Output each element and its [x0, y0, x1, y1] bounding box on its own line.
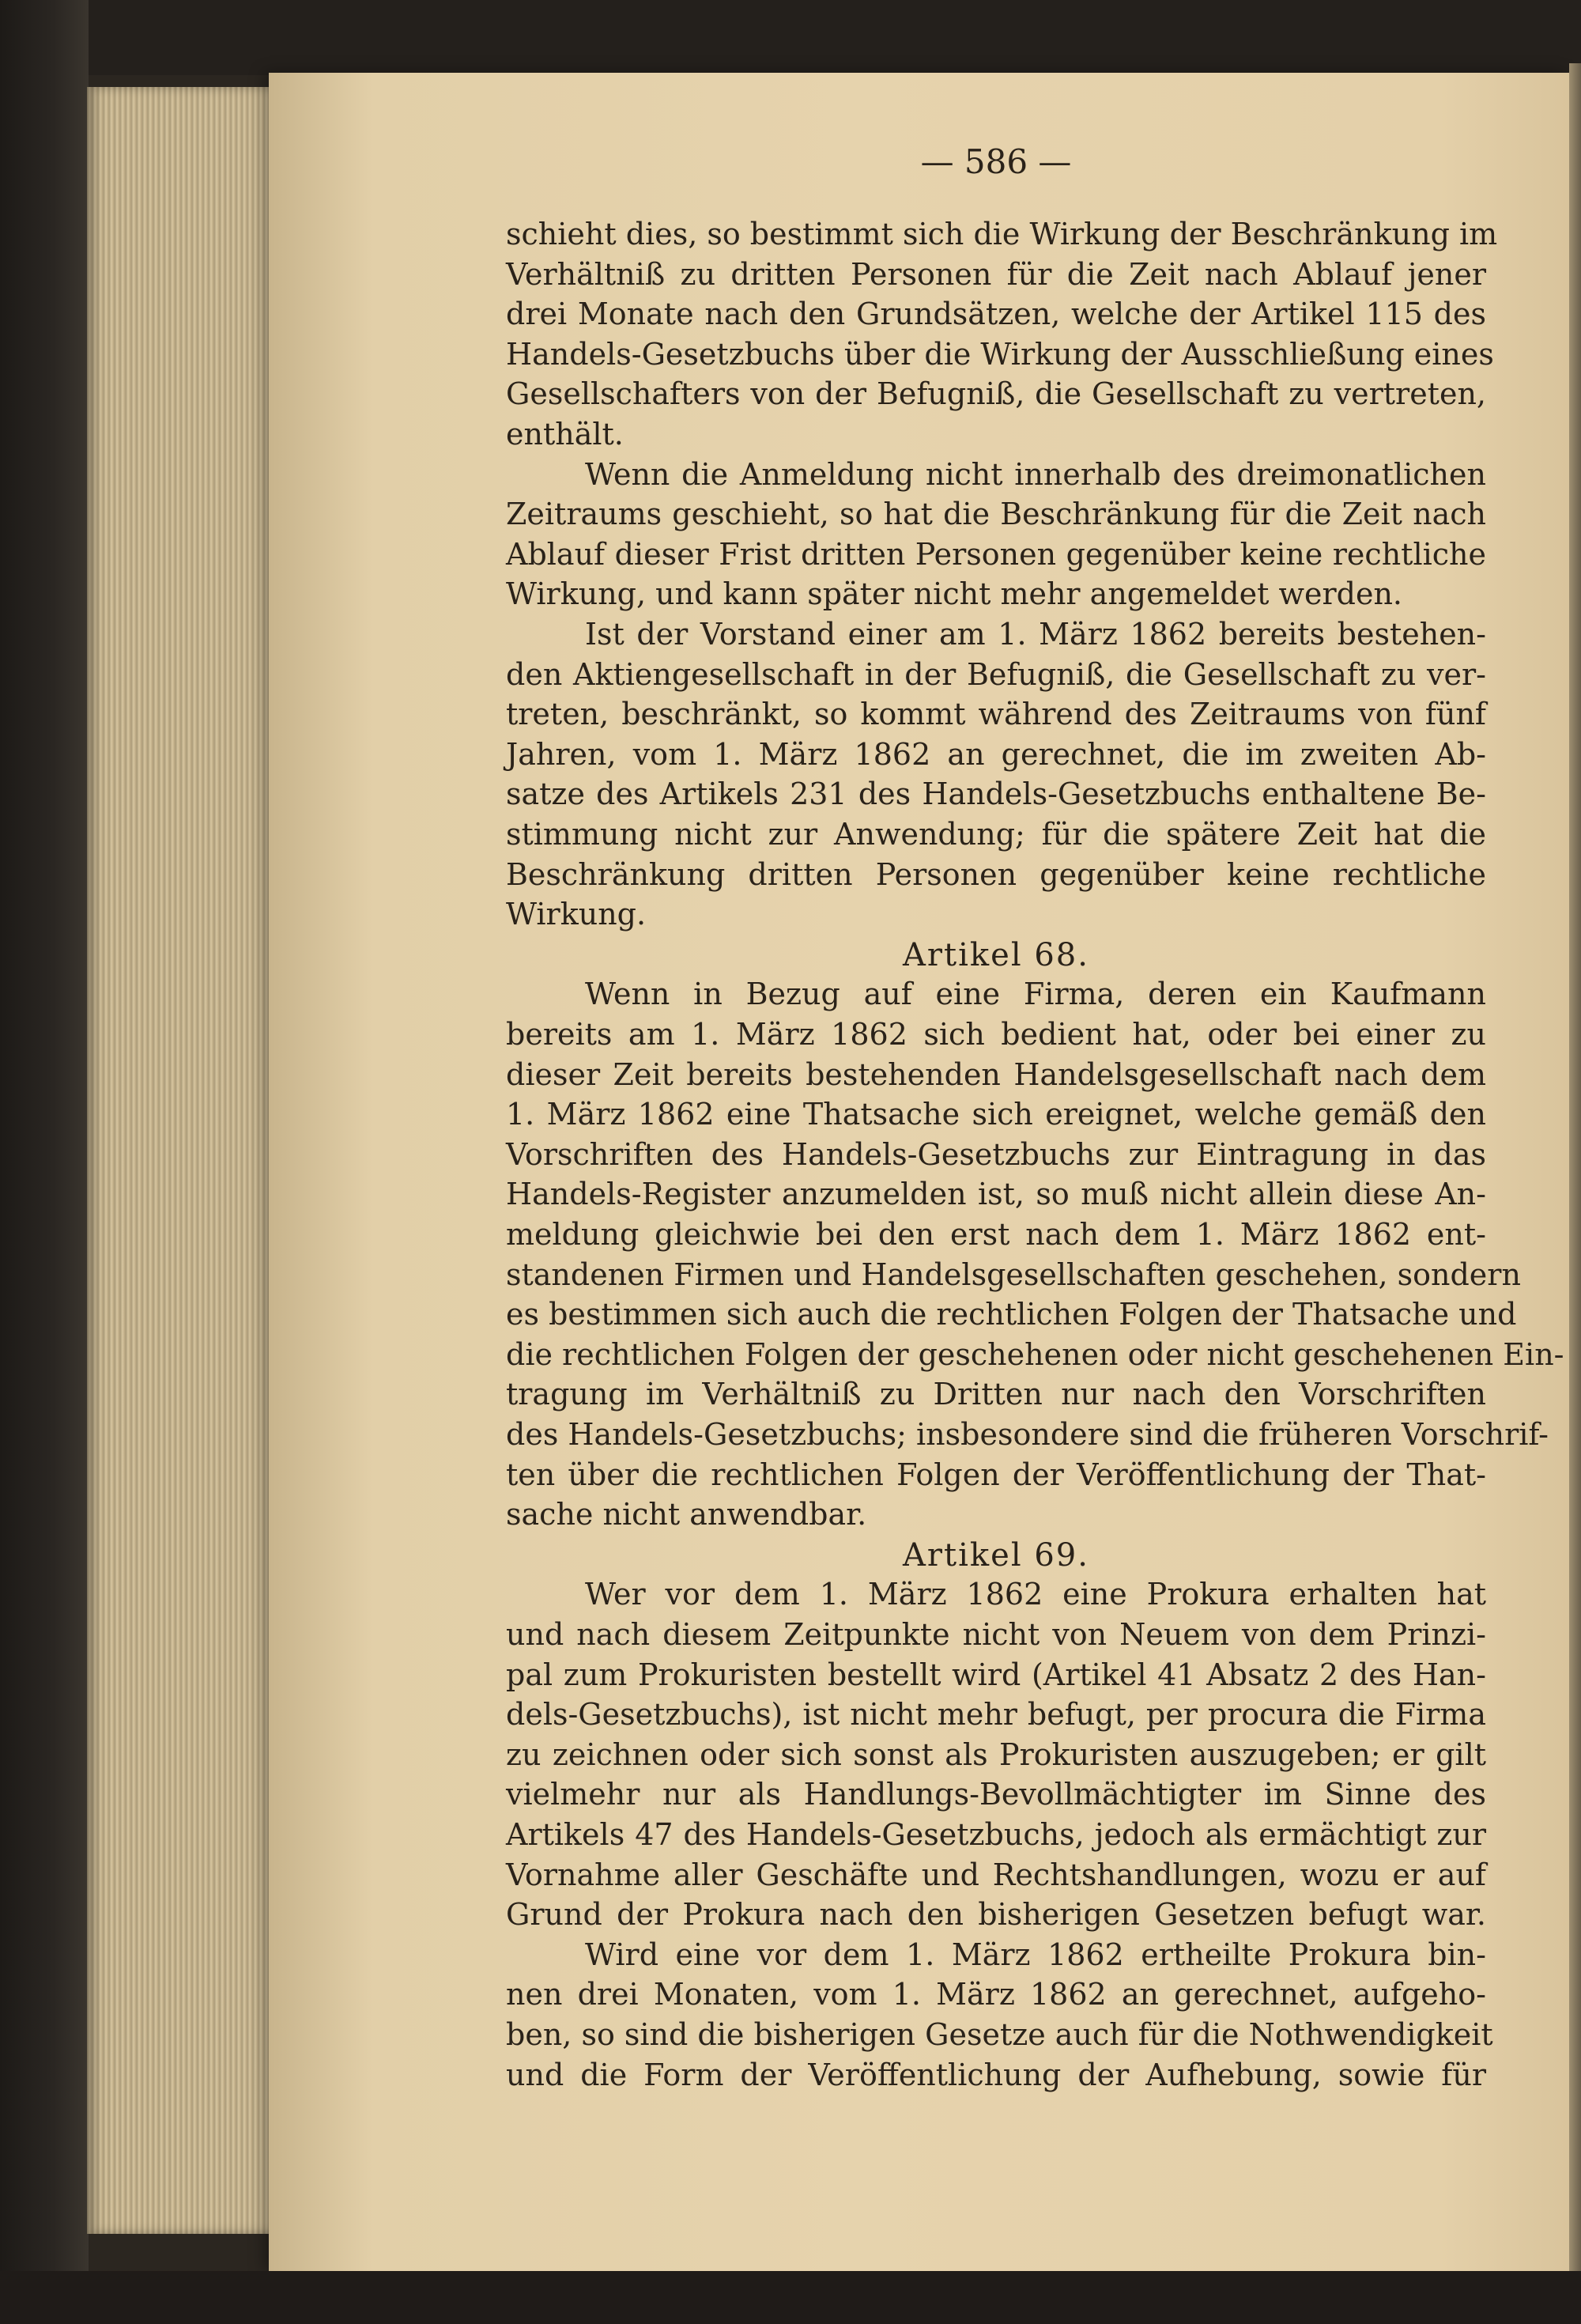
text-line: dels-Gesetzbuchs), ist nicht mehr befugt, per procura die Firma	[506, 1697, 1486, 1733]
article-heading: Artikel 69.	[903, 1536, 1089, 1574]
text-line: 1. März 1862 eine Thatsache sich ereignet, welche gemäß den	[506, 1097, 1486, 1132]
text-line: Beschränkung dritten Personen gegenüber keine rechtliche	[506, 856, 1486, 892]
text-line: ten über die rechtlichen Folgen der Veröffentlichung der That-	[506, 1457, 1486, 1492]
text-line: dieser Zeit bereits bestehenden Handelsgesellschaft nach dem	[506, 1056, 1486, 1092]
text-line: nen drei Monaten, vom 1. März 1862 an gerechnet, aufgeho-	[506, 1977, 1486, 2012]
book-cover-edge	[0, 0, 89, 2324]
text-line: tragung im Verhältniß zu Dritten nur nach den Vorschriften	[506, 1377, 1486, 1412]
text-line: vielmehr nur als Handlungs-Bevollmächtigter im Sinne des	[506, 1777, 1486, 1812]
text-line: pal zum Prokuristen bestellt wird (Artikel 41 Absatz 2 des Han-	[506, 1657, 1486, 1692]
scan-background-top	[89, 0, 1581, 75]
text-line: Ablauf dieser Frist dritten Personen gegenüber keine rechtliche	[506, 536, 1486, 572]
text-line: stimmung nicht zur Anwendung; für die spätere Zeit hat die	[506, 817, 1486, 852]
text-line: Artikels 47 des Handels-Gesetzbuchs, jedoch als ermächtigt zur	[506, 1817, 1486, 1852]
text-line: meldung gleichwie bei den erst nach dem 1. März 1862 ent-	[506, 1217, 1486, 1252]
text-line: enthält.	[506, 417, 624, 452]
text-line: bereits am 1. März 1862 sich bedient hat, oder bei einer zu	[506, 1017, 1486, 1052]
text-line: Wird eine vor dem 1. März 1862 ertheilte Prokura bin-	[585, 1937, 1486, 1972]
text-line: Grund der Prokura nach den bisherigen Gesetzen befugt war.	[506, 1897, 1486, 1933]
text-line: satze des Artikels 231 des Handels-Gesetzbuchs enthaltene Be-	[506, 777, 1486, 812]
text-line: Wenn in Bezug auf eine Firma, deren ein Kaufmann	[585, 977, 1486, 1012]
text-line: Wer vor dem 1. März 1862 eine Prokura erhalten hat	[585, 1577, 1486, 1612]
text-line: Handels-Register anzumelden ist, so muß nicht allein diese An-	[506, 1177, 1486, 1212]
text-line: ben, so sind die bisherigen Gesetze auch für die Nothwendigkeit	[506, 2017, 1493, 2052]
text-line: sache nicht anwendbar.	[506, 1497, 867, 1532]
text-line: den Aktiengesellschaft in der Befugniß, die Gesellschaft zu ver-	[506, 656, 1486, 692]
text-line: treten, beschränkt, so kommt während des Zeitraums von fünf	[506, 697, 1486, 732]
article-heading: Artikel 68.	[903, 936, 1089, 973]
text-line: die rechtlichen Folgen der geschehenen oder nicht geschehenen Ein-	[506, 1336, 1564, 1372]
text-line: drei Monate nach den Grundsätzen, welche der Artikel 115 des	[506, 297, 1486, 332]
text-line: und die Form der Veröffentlichung der Aufhebung, sowie für	[506, 2057, 1486, 2092]
text-line: Wirkung.	[506, 897, 647, 932]
text-line: Handels-Gesetzbuchs über die Wirkung der Ausschließung eines	[506, 336, 1494, 372]
scan-background-bottom	[0, 2271, 1581, 2324]
text-line: Wenn die Anmeldung nicht innerhalb des dreimonatlichen	[585, 456, 1486, 492]
text-line: zu zeichnen oder sich sonst als Prokuristen auszugeben; er gilt	[506, 1736, 1486, 1772]
text-line: Vorschriften des Handels-Gesetzbuchs zur Eintragung in das	[506, 1136, 1486, 1172]
text-line: Jahren, vom 1. März 1862 an gerechnet, die im zweiten Ab-	[506, 736, 1486, 772]
text-line: Verhältniß zu dritten Personen für die Zeit nach Ablauf jener	[506, 256, 1486, 292]
text-line: Gesellschafters von der Befugniß, die Gesellschaft zu vertreten,	[506, 376, 1486, 412]
text-line: und nach diesem Zeitpunkte nicht von Neuem von dem Prinzi-	[506, 1617, 1486, 1652]
text-line: es bestimmen sich auch die rechtlichen Folgen der Thatsache und	[506, 1297, 1517, 1332]
text-line: Zeitraums geschieht, so hat die Beschränkung für die Zeit nach	[506, 497, 1486, 532]
text-line: des Handels-Gesetzbuchs; insbesondere sind die früheren Vorschrif-	[506, 1417, 1549, 1452]
text-line: schieht dies, so bestimmt sich die Wirkung der Beschränkung im	[506, 217, 1498, 251]
text-line: Vornahme aller Geschäfte und Rechtshandlungen, wozu er auf	[506, 1857, 1486, 1892]
text-line: Wirkung, und kann später nicht mehr angemeldet werden.	[506, 576, 1403, 612]
text-line: standenen Firmen und Handelsgesellschaften geschehen, sondern	[506, 1256, 1521, 1292]
page-number: — 586 —	[920, 142, 1072, 181]
page-right-edge	[1569, 63, 1581, 2277]
text-line: Ist der Vorstand einer am 1. März 1862 bereits bestehen-	[585, 617, 1486, 652]
